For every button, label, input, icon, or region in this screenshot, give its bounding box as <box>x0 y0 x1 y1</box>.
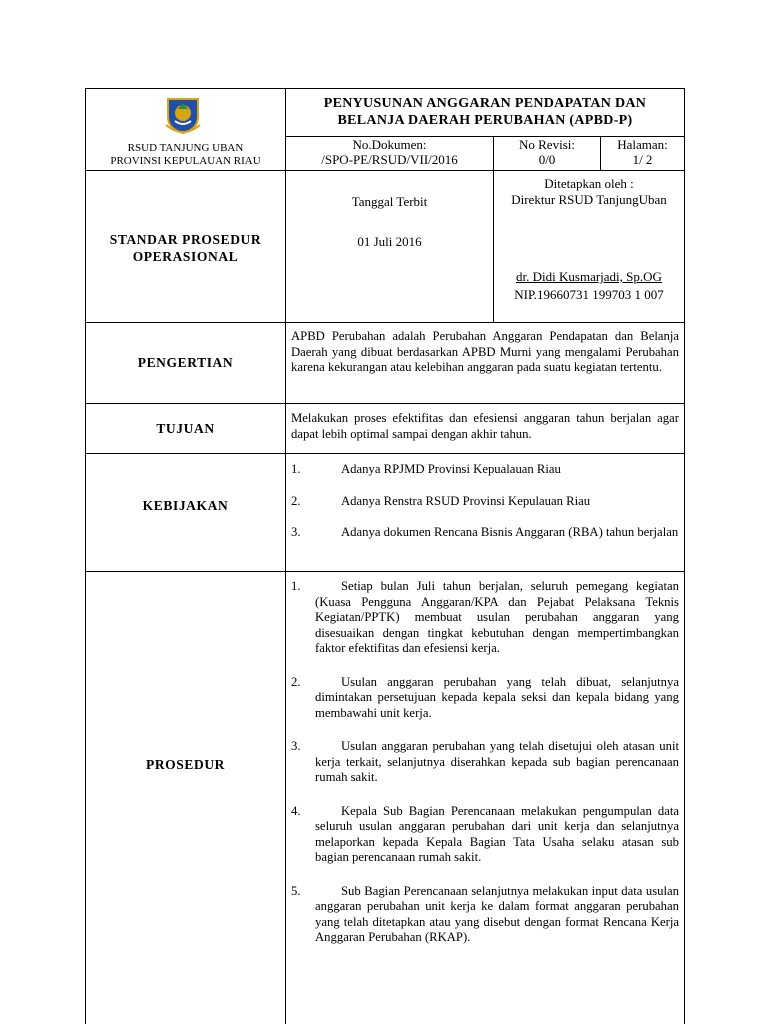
doc-number-label: No.Dokumen: <box>352 137 427 152</box>
list-item <box>291 739 679 786</box>
list-item-number: 3. <box>291 739 301 753</box>
pengertian-bottom-divider <box>85 403 685 404</box>
list-item <box>291 525 679 541</box>
tujuan-text: Melakukan proses efektifitas dan efesiensi anggaran tahun berjalan agar dapat lebih optimal sampai dengan akhir tahun. <box>291 411 679 441</box>
tujuan-bottom-divider <box>85 453 685 454</box>
list-item-text: Setiap bulan Juli tahun berjalan, seluruh pemegang kegiatan (Kuasa Pengguna Anggaran/KPA dan Pejabat Pelaksana Teknis Kegiatan/PPTK) membuat usulan perubahan anggaran yang disesuaikan dengan tingkat kebutuhan dengan mempertimbangkan faktor efektifitas dan efesiensi kerja. <box>315 579 679 655</box>
list-item-text: Usulan anggaran perubahan yang telah dibuat, selanjutnya dimintakan persetujuan kepada kepala seksi dan kepala bidang yang membawahi unit kerja. <box>315 674 679 720</box>
page-number <box>601 137 684 167</box>
pengertian-text: APBD Perubahan adalah Perubahan Anggaran Pendapatan dan Belanja Daerah yang dibuat berdasarkan APBD Murni yang mengalami Perubahan karena kekurangan atau kelebihan anggaran pada suatu kegiatan tertentu. <box>291 329 679 374</box>
issue-date-label: Tanggal Terbit <box>351 194 428 209</box>
list-item <box>291 804 679 866</box>
signer-nip: NIP.19660731 199703 1 007 <box>514 287 664 302</box>
list-item-number: 5. <box>291 883 301 898</box>
tujuan-label: TUJUAN <box>156 421 215 436</box>
list-item-text: Sub Bagian Perencanaan selanjutnya melakukan input data usulan anggaran perubahan unit kerja ke dalam format anggaran perubahan yang telah ditetapkan atau yang disebut dengan format Rencana Kerja Anggaran Perubahan (RKAP). <box>315 883 679 944</box>
list-item <box>291 462 679 478</box>
signer-name: dr. Didi Kusmarjadi, Sp.OG <box>516 269 662 284</box>
revision-value: 0/0 <box>538 152 556 167</box>
list-item <box>291 579 679 657</box>
sop-label-line2: OPERASIONAL <box>132 249 239 264</box>
page-value: 1/ 2 <box>632 152 653 167</box>
kebijakan-label: KEBIJAKAN <box>142 498 229 513</box>
title-line2: BELANJA DAERAH PERUBAHAN (APBD-P) <box>337 113 633 128</box>
rsud-logo <box>164 95 202 135</box>
list-item-number: 1. <box>291 462 301 476</box>
sop-label <box>86 231 285 265</box>
list-item-text: Adanya Renstra RSUD Provinsi Kepulauan Riau <box>341 493 591 508</box>
list-item-number: 4. <box>291 803 301 818</box>
set-by-label: Ditetapkan oleh : <box>544 176 634 191</box>
document-title <box>286 95 684 129</box>
table-border-top <box>85 88 685 89</box>
sop-bottom-divider <box>85 322 685 323</box>
title-line1: PENYUSUNAN ANGGARAN PENDAPATAN DAN <box>323 96 647 111</box>
kebijakan-list <box>291 462 679 541</box>
issue-date: 01 Juli 2016 <box>357 234 422 249</box>
list-item-number: 2. <box>291 674 301 689</box>
kebijakan-bottom-divider <box>85 571 685 572</box>
list-item <box>291 884 679 946</box>
list-item <box>291 675 679 722</box>
table-border-right <box>684 88 685 1024</box>
list-item-number: 2. <box>291 493 301 508</box>
prosedur-label: PROSEDUR <box>145 757 226 772</box>
list-item-text: Usulan anggaran perubahan yang telah disetujui oleh atasan unit kerja terkait, selanjutnya diserahkan kepada sub bagian perencanaan rumah sakit. <box>315 739 679 784</box>
org-name <box>86 142 285 168</box>
header-bottom-divider <box>85 170 685 171</box>
doc-number-value: /SPO-PE/RSUD/VII/2016 <box>321 152 458 167</box>
column-divider <box>285 88 286 1024</box>
list-item <box>291 494 679 510</box>
set-by-title: Direktur RSUD TanjungUban <box>511 192 667 207</box>
revision-label: No Revisi: <box>519 137 575 152</box>
list-item-text: Adanya RPJMD Provinsi Kepualauan Riau <box>341 462 561 476</box>
prosedur-list <box>291 579 679 946</box>
pengertian-label: PENGERTIAN <box>137 355 234 370</box>
list-item-number: 1. <box>291 579 301 593</box>
list-item-text: Kepala Sub Bagian Perencanaan melakukan pengumpulan data seluruh usulan anggaran perubahan dari unit kerja dan selanjutnya melaporkan kepada Kepala Bagian Tata Usaha selaku atasan sub bagian perencanaan rumah sakit. <box>315 803 679 864</box>
revision <box>494 137 600 167</box>
org-line1: RSUD TANJUNG UBAN <box>127 142 244 154</box>
table-border-left <box>85 88 86 1024</box>
org-line2: PROVINSI KEPULAUAN RIAU <box>110 155 261 167</box>
list-item-number: 3. <box>291 525 301 539</box>
doc-number <box>286 137 493 167</box>
sop-label-line1: STANDAR PROSEDUR <box>109 232 262 247</box>
page-label: Halaman: <box>617 137 668 152</box>
list-item-text: Adanya dokumen Rencana Bisnis Anggaran (RBA) tahun berjalan <box>341 525 679 539</box>
